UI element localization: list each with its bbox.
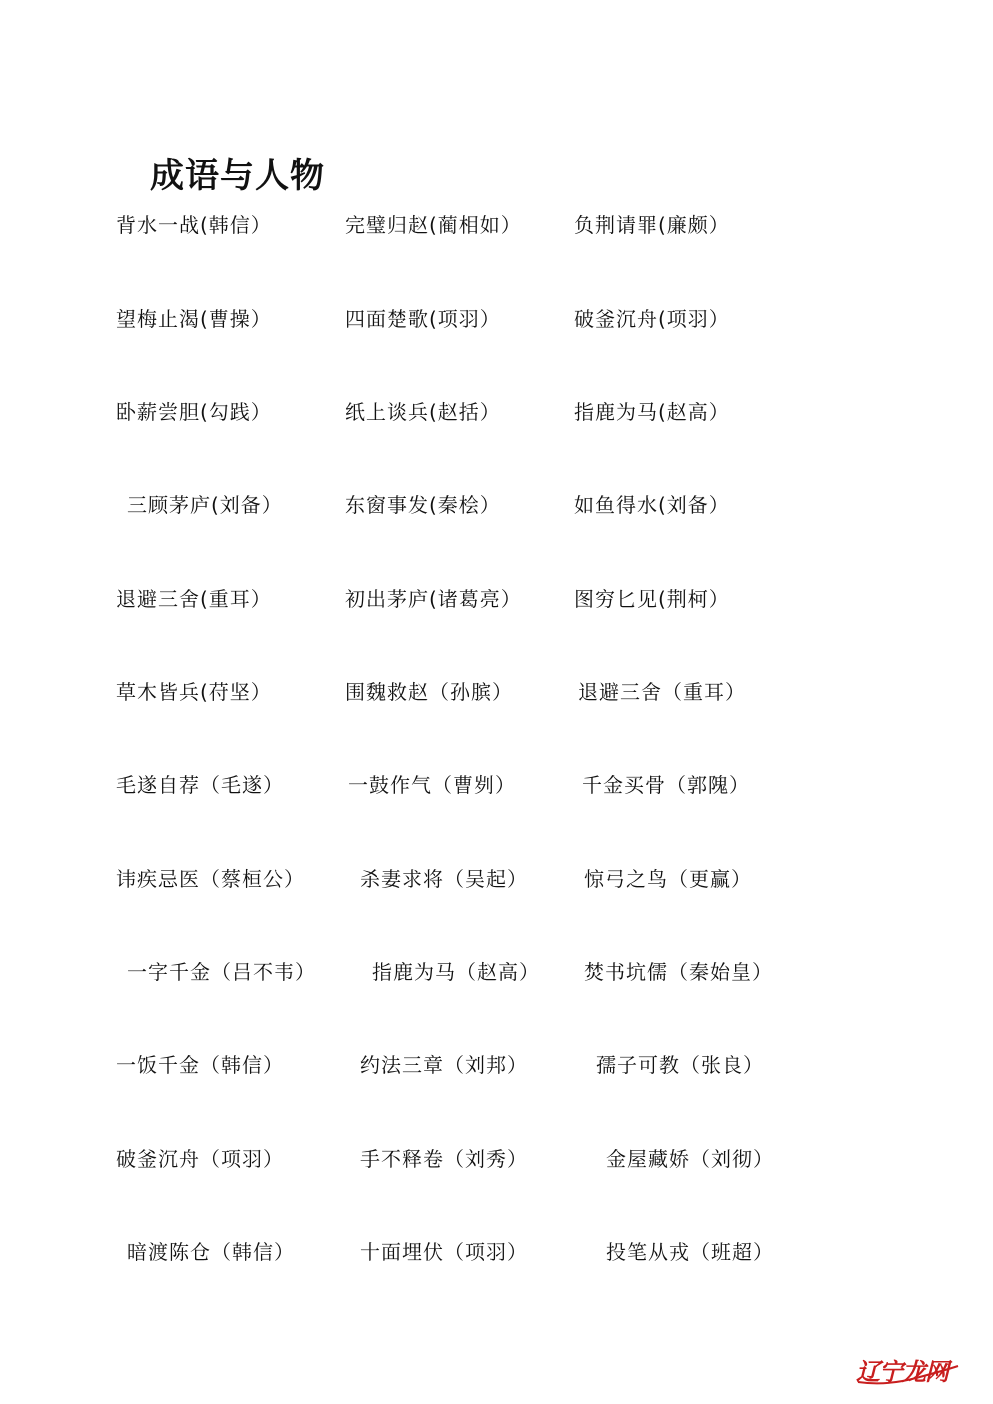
idiom-cell: 草木皆兵(苻坚）	[116, 680, 272, 704]
idiom-cell: 退避三舍（重耳）	[578, 680, 746, 704]
page-title: 成语与人物	[150, 156, 325, 196]
idiom-cell: 千金买骨（郭隗）	[582, 773, 750, 797]
idiom-cell: 望梅止渴(曹操）	[116, 307, 272, 331]
idiom-cell: 一饭千金（韩信）	[116, 1053, 284, 1077]
idiom-cell: 图穷匕见(荆柯）	[574, 587, 730, 611]
idiom-cell: 负荆请罪(廉颇）	[574, 213, 730, 237]
idiom-cell: 惊弓之鸟（更赢）	[584, 867, 752, 891]
idiom-cell: 杀妻求将（吴起）	[360, 867, 528, 891]
idiom-cell: 约法三章（刘邦）	[360, 1053, 528, 1077]
idiom-cell: 退避三舍(重耳）	[116, 587, 272, 611]
site-logo	[856, 1352, 960, 1388]
idiom-cell: 破釜沉舟（项羽）	[116, 1147, 284, 1171]
idiom-cell: 指鹿为马（赵高）	[372, 960, 540, 984]
idiom-cell: 纸上谈兵(赵括）	[345, 400, 501, 424]
idiom-cell: 一鼓作气（曹刿）	[348, 773, 516, 797]
idiom-cell: 破釜沉舟(项羽）	[574, 307, 730, 331]
idiom-cell: 孺子可教（张良）	[596, 1053, 764, 1077]
idiom-cell: 如鱼得水(刘备）	[574, 493, 730, 517]
idiom-cell: 背水一战(韩信）	[116, 213, 272, 237]
idiom-cell: 十面埋伏（项羽）	[360, 1240, 528, 1264]
idiom-cell: 暗渡陈仓（韩信）	[127, 1240, 295, 1264]
idiom-cell: 毛遂自荐（毛遂）	[116, 773, 284, 797]
idiom-cell: 三顾茅庐(刘备）	[127, 493, 283, 517]
idiom-cell: 金屋藏娇（刘彻）	[606, 1147, 774, 1171]
idiom-cell: 初出茅庐(诸葛亮）	[345, 587, 522, 611]
idiom-cell: 围魏救赵（孙膑）	[345, 680, 513, 704]
idiom-cell: 指鹿为马(赵高）	[574, 400, 730, 424]
idiom-cell: 一字千金（吕不韦）	[127, 960, 316, 984]
idiom-cell: 讳疾忌医（蔡桓公）	[116, 867, 305, 891]
idiom-cell: 四面楚歌(项羽）	[345, 307, 501, 331]
idiom-cell: 投笔从戎（班超）	[606, 1240, 774, 1264]
idiom-cell: 焚书坑儒（秦始皇）	[584, 960, 773, 984]
idiom-cell: 完璧归赵(蔺相如）	[345, 213, 522, 237]
idiom-cell: 卧薪尝胆(勾践）	[116, 400, 272, 424]
idiom-cell: 东窗事发(秦桧）	[345, 493, 501, 517]
logo-text: 辽宁龙网	[856, 1358, 948, 1386]
idiom-cell: 手不释卷（刘秀）	[360, 1147, 528, 1171]
